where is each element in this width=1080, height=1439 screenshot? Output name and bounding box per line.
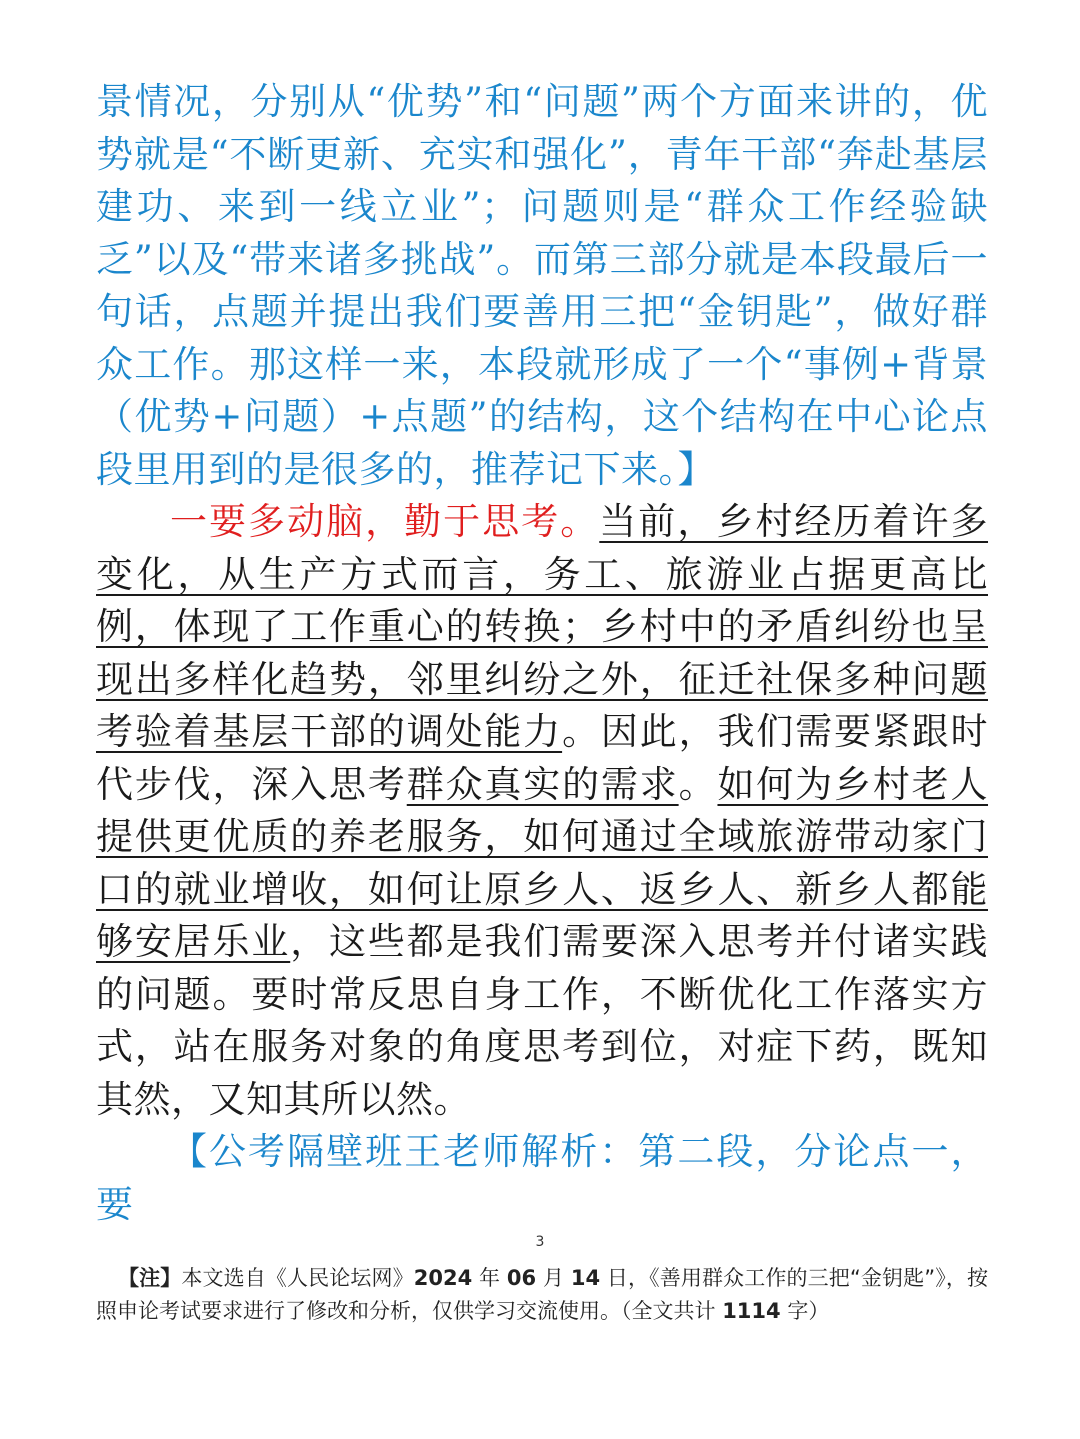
main-paragraph: [96, 496, 988, 1126]
analysis-paragraph-start: 【公考隔壁班王老师解析：第二段，分论点一，要: [96, 1130, 988, 1226]
footnote: [96, 1262, 988, 1328]
footnote-text-e: 字）: [780, 1299, 830, 1323]
plain-text-1: 。因此，我们需要紧跟时代步伐，深入思考: [96, 710, 989, 806]
footnote-text-a: 本文选自《人民论坛网》: [181, 1266, 414, 1290]
footnote-text-b: 年: [472, 1266, 507, 1290]
footnote-day: 14: [570, 1266, 601, 1290]
page-number: 3: [535, 1234, 545, 1250]
footnote-text-d: 日，《善用群众工作的三把“金钥匙”》，按照申论考试要求进行了修改和分析，仅供学习交流使用。（全文共计: [96, 1266, 989, 1323]
footnote-year: 2024: [413, 1266, 473, 1290]
article-body: [96, 76, 988, 1231]
footnote-count: 1114: [722, 1299, 781, 1323]
plain-text-3: ，这些都是我们需要深入思考并付诸实践的问题。要时常反思自身工作，不断优化工作落实方式，站在服务对象的角度思考到位，对症下药，既知其然，又知其所以然。: [96, 920, 989, 1121]
underlined-text-2: 群众真实的需求: [406, 762, 679, 806]
footnote-month: 06: [506, 1266, 537, 1290]
footnote-text-c: 月: [536, 1266, 571, 1290]
footnote-label: 【注】: [118, 1266, 182, 1290]
sub-point-heading: 一要多动脑，勤于思考。: [170, 500, 600, 543]
plain-text-2: 。: [678, 762, 718, 806]
underlined-text-3: 如何为乡村老人提供更优质的养老服务，如何通过全域旅游带动家门口的就业增收，如何让原乡人、返乡人、新乡人都能够安居乐业: [96, 762, 989, 963]
underlined-text-1: 当前，乡村经历着许多变化，从生产方式而言，务工、旅游业占据更高比例，体现了工作重心的转换；乡村中的矛盾纠纷也呈现出多样化趋势，邻里纠纷之外，征迁社保多种问题考验着基层干部的调处能力: [96, 500, 989, 753]
analysis-paragraph-end: 景情况，分别从“优势”和“问题”两个方面来讲的，优势就是“不断更新、充实和强化”，青年干部“奔赴基层建功、来到一线立业”；问题则是“群众工作经验缺乏”以及“带来诸多挑战”。而第三部分就是本段最后一句话，点题并提出我们要善用三把“金钥匙”，做好群众工作。那这样一来，本段就形成了一个“事例+背景（优势+问题）+点题”的结构，这个结构在中心论点段里用到的是很多的，推荐记下来。】: [96, 80, 988, 491]
